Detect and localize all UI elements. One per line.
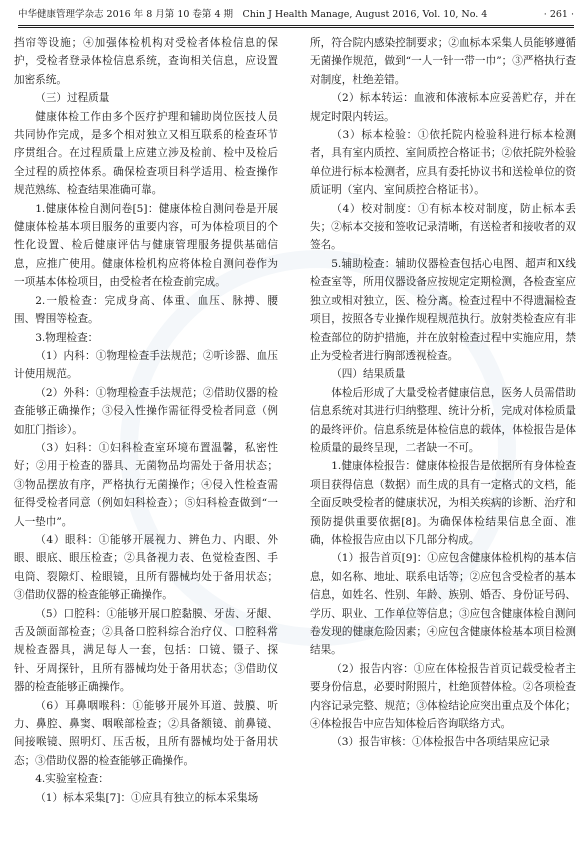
paragraph: （4）眼科：①能够开展视力、辨色力、内眼、外眼、眼底、眼压检查；②具备视力表、色觉检查图、手电筒、裂隙灯、检眼镜，且所有器械均处于备用状态；③借助仪器的检查能够正确操作。 <box>14 533 278 602</box>
paragraph: （2）标本转运：血液和体液标本应妥善贮存，并在规定时限内转运。 <box>310 92 576 123</box>
right-column <box>310 34 576 752</box>
header-rule-thin <box>18 27 574 28</box>
paragraph: （3）标本检验：①依托院内检验科进行标本检测者，具有室内质控、室间质控合格证书；②依托院外检验单位进行标本检测者，应具有委托协议书和送检单位的资质证明（室内、室间质控合格证书）。 <box>310 129 576 197</box>
paragraph: 挡帘等设施；④加强体检机构对受检者体检信息的保护，受检者登录体检信息系统，查询相关信息，应设置加密系统。 <box>14 37 278 86</box>
paragraph: （1）标本采集[7]：①应具有独立的标本采集场 <box>35 791 259 804</box>
paragraph: 2.一般检查：完成身高、体重、血压、脉搏、腰围、臀围等检查。 <box>14 294 278 326</box>
paragraph: （4）校对制度：①有标本校对制度，防止标本丢失；②标本交接和签收记录清晰，有送检者和接收者的双签名。 <box>310 202 576 252</box>
paragraph: （1）报告首页[9]：①应包含健康体检机构的基本信息，如名称、地址、联系电话等；②应包含受检者的基本信息，如姓名、性别、年龄、族别、婚否、身份证号码、学历、职业、工作单位等信息；③应包含健康体检自测问卷发现的健康危险因素；④应包含健康体检基本项目检测结果。 <box>310 552 576 657</box>
journal-citation: 中华健康管理学杂志 2016 年 8 月第 10 卷第 4 期 Chin J Health Manage, August 2016, Vol. 10, No. 4 <box>18 9 488 20</box>
paragraph: 1.健康体检自测问卷[5]：健康体检自测问卷是开展健康体检基本项目服务的重要内容，可为体检项目的个性化设置、检后健康评估与健康管理服务提供基础信息，应推广使用。健康体检机构应将体检自测问卷作为一项基本体检项目，由受检者在检查前完成。 <box>14 202 278 289</box>
paragraph: 体检后形成了大量受检者健康信息，医务人员需借助信息系统对其进行归纳整理、统计分析，完成对体检质量的最终评价。信息系统是体检信息的载体，体检报告是体检质量的最终呈现，二者缺一不可。 <box>310 386 576 454</box>
paragraph: （2）外科：①物理检查手法规范；②借助仪器的检查能够正确操作；③侵入性操作需征得受检者同意（例如肛门指诊）。 <box>14 386 278 436</box>
paragraph: 1.健康体检报告：健康体检报告是依据所有身体检查项目获得信息（数据）而生成的具有一定格式的文档，能全面反映受检者的健康状况，为相关疾病的诊断、治疗和预防提供重要依据[8]。为确保体检结果信息全面、准确，体检报告应由以下几部分构成。 <box>310 460 576 546</box>
paragraph: 4.实验室检查： <box>35 773 109 786</box>
paragraph: （1）内科：①物理检查手法规范；②听诊器、血压计使用规范。 <box>14 349 278 381</box>
paragraph: 5.辅助检查：辅助仪器检查包括心电图、超声和X线检查室等，所用仪器设备应按规定定期检测，各检查室应独立或相对独立，医、检分离。检查过程中不得遗漏检查项目，按照各专业操作规程规范执行。放射类检查应有非检查部位的防护措施，并在放射检查过程中实施应用，禁止为受检者进行胸部透视检查。 <box>310 257 576 362</box>
paragraph: 健康体检工作由多个医疗护理和辅助岗位医技人员共同协作完成，是多个相对独立又相互联系的检查环节序贯组合。在过程质量上应建立涉及检前、检中及检后全过程的质控体系。确保检查项目科学适用、检查操作规范熟练、检查结果准确可靠。 <box>14 110 278 197</box>
paragraph: （3）妇科：①妇科检查室环境布置温馨，私密性好；②用于检查的器具、无菌物品均需处于备用状态；③物品摆放有序，严格执行无菌操作；④侵入性检查需征得受检者同意（例如妇科检查）；⑤妇科检查做到“一人一垫巾”。 <box>14 441 278 528</box>
page-number: · 261 · <box>543 9 574 20</box>
paragraph: （四）结果质量 <box>331 368 406 381</box>
paragraph: （三）过程质量 <box>35 92 110 105</box>
left-column <box>14 34 278 807</box>
paragraph: （6）耳鼻咽喉科：①能够开展外耳道、鼓膜、听力、鼻腔、鼻窦、咽喉部检查；②具备额镜、前鼻镜、间接喉镜、照明灯、压舌板，且所有器械均处于备用状态；③借助仪器的检查能够正确操作。 <box>14 699 278 767</box>
paragraph: 所，符合院内感染控制要求；②血标本采集人员能够遵循无菌操作规范，做到“一人一针一带一巾”；③严格执行查对制度，杜绝差错。 <box>310 37 576 86</box>
paragraph: （3）报告审核：①体检报告中各项结果应记录 <box>331 736 550 749</box>
header-rule <box>18 25 574 26</box>
paragraph: （2）报告内容：①应在体检报告首页记载受检者主要身份信息，必要时附照片，杜绝顶替体检。②各项检查内容记录完整、规范；③体检结论应突出重点及个体化；④体检报告中应告知体检后咨询联络方式。 <box>310 662 576 731</box>
paragraph: 3.物理检查： <box>35 331 99 344</box>
paragraph: （5）口腔科：①能够开展口腔黏膜、牙齿、牙龈、舌及颌面部检查；②具备口腔科综合治疗仪、口腔科常规检查器具，满足每人一套，包括：口镜、镊子、探针、牙周探针，且所有器械均处于备用状态；③借助仪器的检查能够正确操作。 <box>14 607 278 694</box>
running-header <box>18 6 574 24</box>
